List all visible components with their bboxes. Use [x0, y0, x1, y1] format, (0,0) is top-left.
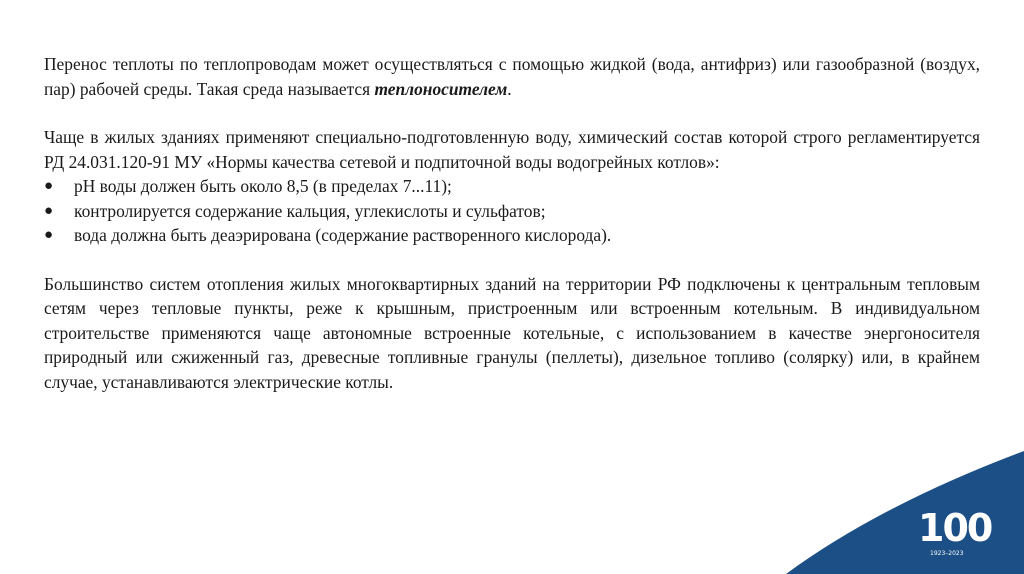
- paragraph-water-quality: Чаще в жилых зданиях применяют специально-подготовленную воду, химический состав которой строго регламентируется РД 24.031.120-91 МУ «Нормы качества сетевой и подпиточной воды водогрейных котлов»:: [44, 127, 980, 172]
- paragraph-1-text: Перенос теплоты по теплопроводам может осуществляться с помощью жидкой (вода, антифриз) или газообразной (воздух, пар) рабочей среды. Такая среда называется: [44, 54, 980, 99]
- logo-number: 100: [918, 506, 992, 550]
- list-item-text: pH воды должен быть около 8,5 (в пределах 7...11);: [74, 176, 452, 196]
- list-item-text: вода должна быть деаэрирована (содержание растворенного кислорода).: [74, 225, 612, 245]
- bullet-icon: ●: [44, 178, 54, 194]
- paragraph-1-end: .: [507, 78, 512, 99]
- term-heat-carrier: теплоносителем: [374, 78, 508, 99]
- anniversary-logo: [918, 508, 1012, 560]
- list-item-text: контролируется содержание кальция, углекислоты и сульфатов;: [74, 200, 546, 221]
- paragraph-heating-systems: Большинство систем отопления жилых многоквартирных зданий на территории РФ подключены к центральным тепловым сетям через тепловые пункты, реже к крышным, пристроенным или встроенным котельным. В индивидуальном строительстве применяются чаще автономные встроенные котельные, с использованием в качестве энергоносителя природный или сжиженный газ, древесные топливные гранулы (пеллеты), дизельное топливо (солярку) или, в крайнем случае, устанавливаются электрические котлы.: [44, 273, 980, 392]
- bullet-icon: ●: [44, 202, 54, 219]
- logo-years: 1923–2023: [930, 550, 964, 557]
- bullet-icon: ●: [44, 227, 54, 243]
